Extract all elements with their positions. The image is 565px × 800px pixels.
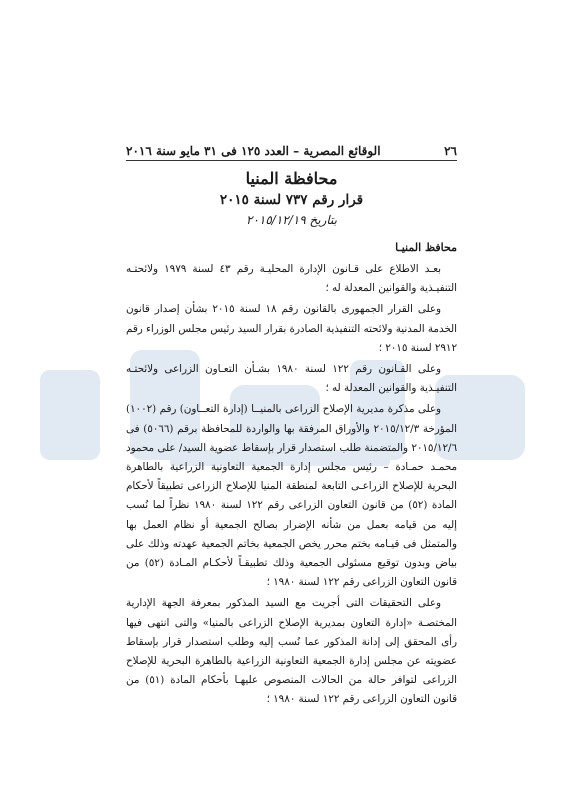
running-header <box>126 136 457 161</box>
publication-line: الوقائع المصرية – العدد ١٢٥ فى ٣١ مايو سنة ٢٠١٦ <box>126 144 381 158</box>
paragraph: وعلى مذكرة مديرية الإصلاح الزراعى بالمنيــا (إدارة التعــاون) رقم (١٠٠٢) المؤرخة ٢٠١٥/١٢/٣ والأوراق المرفقة بها والواردة للمحافظة برقم (٥٠٦٦) فى ٢٠١٥/١٢/٦ والمتضمنة طلب استصدار قرار بإسقاط عضوية السيد/ على محمود محمـد حمـادة – رئيس مجلس إدارة الجمعية التعاونية الزراعية بالطاهرة البحرية للإصلاح الزراعـى التابعة لمنطقة المنيا للإصلاح الزراعى تطبيقاً لأحكام المادة (٥٢) من قانون التعاون الزراعى رقم ١٢٢ لسنة ١٩٨٠ نظراً لما نُسب إليه من قيامه بعمل من شأنه الإضرار بصالح الجمعية أو نظام العمل بها والمتمثل فى قيـامه بختم محرر يخص الجمعية بخاتم الجمعية عهدته وذلك على بياض وبدون توقيع مسئولى الجمعية وذلك تطبيقـاً لأحكـام المـادة (٥٢) من قانون التعاون الزراعى رقم ١٢٢ لسنة ١٩٨٠ ؛ <box>126 403 457 589</box>
decree-title: قرار رقم ٧٣٧ لسنة ٢٠١٥ <box>219 192 364 208</box>
title-block <box>126 168 457 230</box>
decree-body <box>126 238 457 712</box>
paragraph: وعلى القرار الجمهورى بالقانون رقم ١٨ لسنة ٢٠١٥ بشأن إصدار قانون الخدمة المدنية ولائحته التنفيذية الصادرة بقرار السيد رئيس مجلس الوزراء رقم ٢٩١٢ لسنة ٢٠١٥ ؛ <box>126 303 457 354</box>
governorate-title: محافظة المنيا <box>245 169 338 188</box>
issuer-heading: محافظ المنيـا <box>395 241 457 254</box>
decree-date: بتاريخ ٢٠١٥/١٢/١٩ <box>246 213 337 227</box>
page-number: ٢٦ <box>444 144 457 158</box>
paragraph: وعلى القـانون رقم ١٢٢ لسنة ١٩٨٠ بشـأن التعـاون الزراعى ولائحتـه التنفيـذية والقوانين المعدلة له ؛ <box>126 363 457 395</box>
paragraph: بعـد الاطلاع على قـانون الإدارة المحليـة رقم ٤٣ لسنة ١٩٧٩ ولائحتـه التنفيـذية والقوانين المعدلة له ؛ <box>126 263 457 295</box>
paragraph: وعلى التحقيقات التى أجريت مع السيد المذكور بمعرفة الجهة الإدارية المختصـة «إدارة التعاون بمديرية الإصلاح الزراعى بالمنيا» والتى انتهى فيها رأى المحقق إلى إدانة المذكور عما نُسب إليه وطلب استصدار قرار بإسقاط عضويته عن مجلس إدارة الجمعية التعاونية الزراعية بالطاهرة البحرية للإصلاح الزراعى لتوافر حالة من الحالات المنصوص عليهـا بأحكام المادة (٥١) من قانون التعاون الزراعى رقم ١٢٢ لسنة ١٩٨٠ ؛ <box>126 597 457 706</box>
